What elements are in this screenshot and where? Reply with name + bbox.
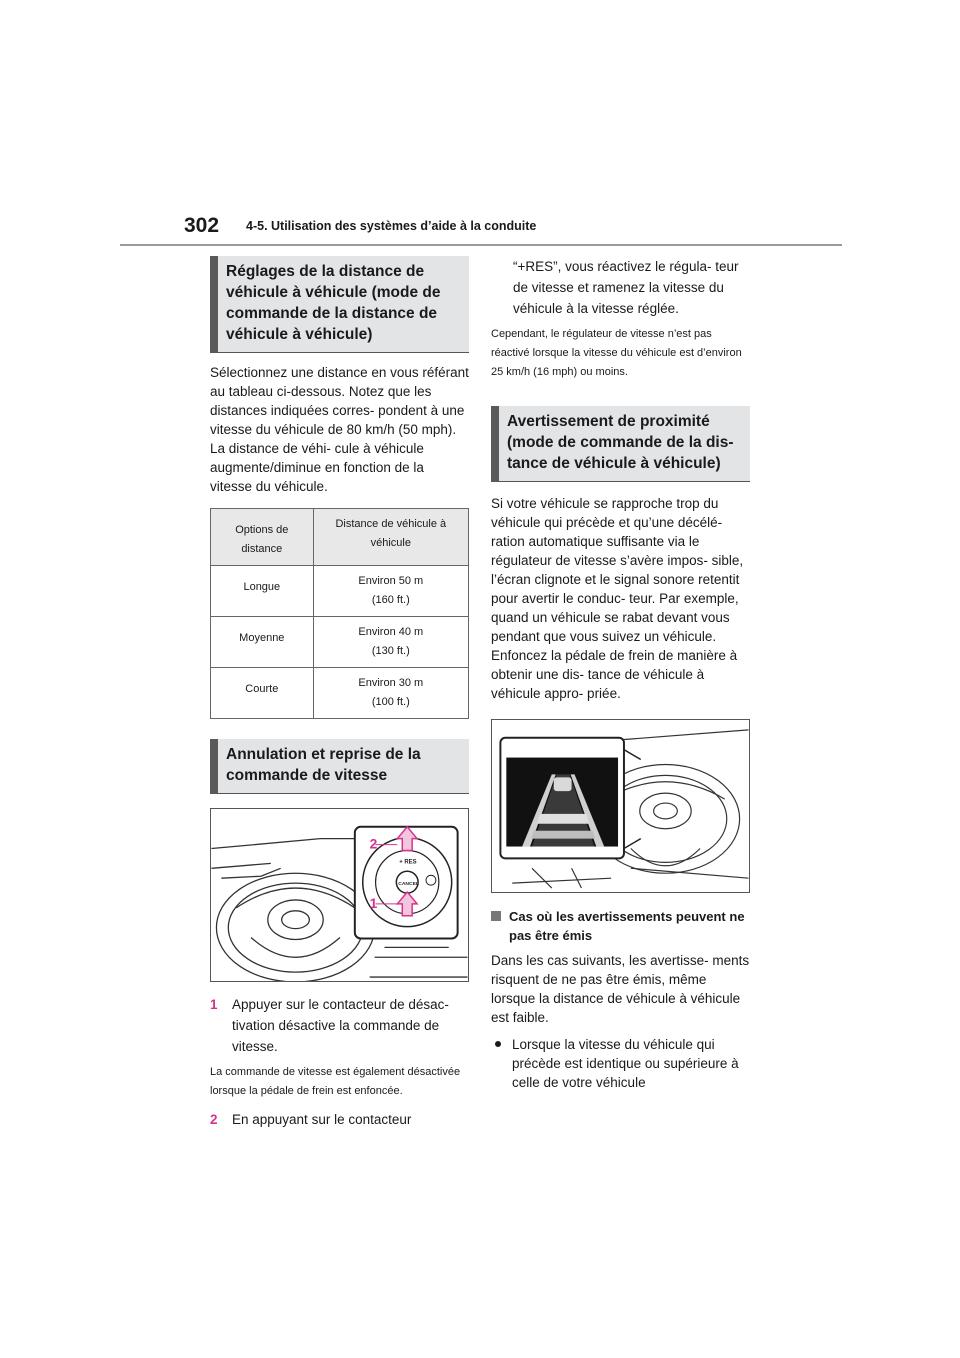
table-cell-option: Longue xyxy=(211,566,314,617)
distance-imperial: (130 ft.) xyxy=(371,645,410,657)
page-number: 302 xyxy=(184,214,220,237)
left-column xyxy=(210,256,469,1130)
table-cell-option: Courte xyxy=(211,668,314,719)
table-row xyxy=(211,566,469,617)
subheading-no-warning-cases xyxy=(491,907,750,945)
callout-1-label: 1 xyxy=(369,894,378,911)
bullet-dot-icon xyxy=(495,1041,501,1047)
no-warning-paragraph: Dans les cas suivants, les avertisse- ments risquent de ne pas être émis, même lorsque la distance de véhicule à véhicule est faible. xyxy=(491,953,750,1025)
table-header-row xyxy=(211,509,469,566)
step-1-text: Appuyer sur le contacteur de désac- tivation désactive la commande de vitesse. xyxy=(232,997,449,1054)
callout-2-label: 2 xyxy=(369,835,378,852)
distance-table xyxy=(210,508,469,719)
table-cell-distance xyxy=(313,617,468,668)
step-2-number: 2 xyxy=(210,1112,218,1127)
header-rule xyxy=(120,244,842,246)
table-cell-distance xyxy=(313,668,468,719)
step-2-continued xyxy=(491,256,750,319)
res-switch-label: + RES xyxy=(399,859,417,866)
cancel-switch-label: CANCEL xyxy=(398,882,419,888)
distance-metric: Environ 30 m xyxy=(358,677,424,689)
steering-wheel-svg xyxy=(211,809,468,981)
distance-metric: Environ 50 m xyxy=(358,575,424,587)
distance-metric: Environ 40 m xyxy=(358,626,424,638)
intro-paragraph: Sélectionnez une distance en vous référant au tableau ci-dessous. Notez que les distances indiquées corres- pondent à une vitesse du véhicule de 80 km/h (50 mph). La distance de véhi- cule à véhicule augmente/diminue en fonction de la vitesse du véhicule. xyxy=(210,365,469,494)
square-bullet-icon xyxy=(491,911,501,921)
section-heading-cancel-resume: Annulation et reprise de la commande de vitesse xyxy=(210,739,469,794)
step-1-note: La commande de vitesse est également désactivée lorsque la pédale de frein est enfoncée. xyxy=(210,1066,461,1097)
distance-imperial: (100 ft.) xyxy=(371,696,410,708)
bullet-item xyxy=(491,1035,750,1092)
steering-wheel-switch-illustration xyxy=(210,808,469,982)
proximity-display-svg xyxy=(492,720,749,892)
proximity-display-illustration xyxy=(491,719,750,893)
section-heading-proximity-warning: Avertissement de proximité (mode de commande de la dis- tance de véhicule à véhicule) xyxy=(491,406,750,482)
step-1-number: 1 xyxy=(210,997,218,1012)
step-2 xyxy=(210,1109,469,1130)
distance-imperial: (160 ft.) xyxy=(371,594,410,606)
bullet-text: Lorsque la vitesse du véhicule qui précède est identique ou supérieure à celle de votre véhicule xyxy=(512,1037,739,1090)
step-2-text: En appuyant sur le contacteur xyxy=(232,1112,412,1127)
section-heading-distance-settings: Réglages de la distance de véhicule à véhicule (mode de commande de la distance de véhicule à véhicule) xyxy=(210,256,469,353)
table-row xyxy=(211,668,469,719)
running-header: 4-5. Utilisation des systèmes d’aide à la conduite xyxy=(246,219,537,233)
subheading-text: Cas où les avertissements peuvent ne pas être émis xyxy=(509,909,745,943)
low-speed-note: Cependant, le régulateur de vitesse n’est pas réactivé lorsque la vitesse du véhicule est d’environ 25 km/h (16 mph) ou moins. xyxy=(491,328,742,378)
table-cell-option: Moyenne xyxy=(211,617,314,668)
step-2-continued-text: “+RES”, vous réactivez le régula- teur de vitesse et ramenez la vitesse du véhicule à la vitesse réglée. xyxy=(513,259,739,316)
right-column xyxy=(491,256,750,1092)
step-1 xyxy=(210,994,469,1057)
proximity-paragraph: Si votre véhicule se rapproche trop du véhicule qui précède et qu’une décélé- ration automatique suffisante via le régulateur de vitesse s’avère impos- sible, l’écran clignote et le signal sonore retentit pour avertir le conduc- teur. Par exemple, quand un véhicule se rabat devant vous pendant que vous suivez un véhicule. Enfoncez la pédale de frein de manière à obtenir une dis- tance de véhicule à véhicule appro- priée. xyxy=(491,496,744,701)
table-cell-distance xyxy=(313,566,468,617)
table-header-options: Options de distance xyxy=(211,509,314,566)
table-row xyxy=(211,617,469,668)
table-header-distance: Distance de véhicule à véhicule xyxy=(313,509,468,566)
